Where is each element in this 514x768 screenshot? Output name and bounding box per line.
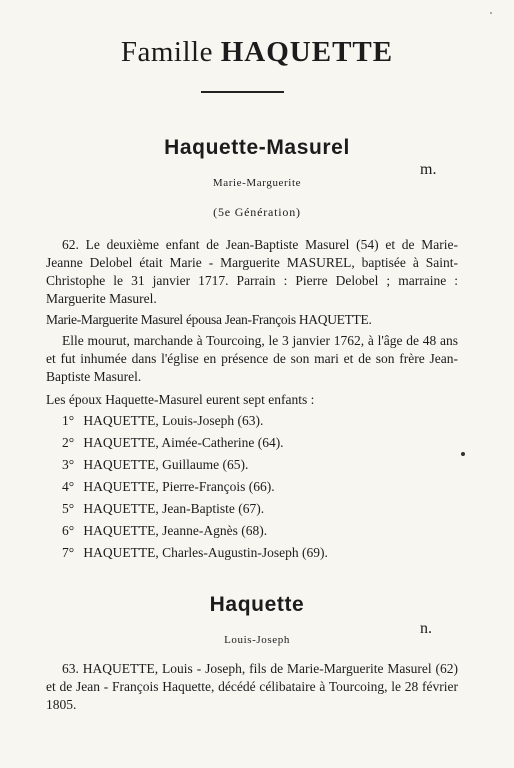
paragraph-62: 62. Le deuxième enfant de Jean-Baptiste Masurel (54) et de Marie-Jeanne Delobel était Marie - Marguerite MASUREL, baptisée à Saint-Christophe le 31 janvier 1717. Parrain : Pierre Delobel ; marraine : Marguerite Masurel. [46,237,458,306]
child-name: HAQUETTE, Guillaume (65). [83,457,249,472]
child-name: HAQUETTE, Jeanne-Agnès (68). [83,523,268,538]
paragraph-death: Elle mourut, marchande à Tourcoing, le 3 janvier 1762, à l'âge de 48 ans et fut inhumée dans l'église en présence de son mari et de son frère Jean-Baptiste Masurel. [46,333,458,384]
child-ordinal: 5° [62,501,75,516]
child-list-item [62,544,328,562]
child-ordinal: 7° [62,545,75,560]
child-ordinal: 4° [62,479,75,494]
margin-mark-n: n. [420,620,432,637]
child-list-item [62,434,284,452]
child-name: HAQUETTE, Pierre-François (66). [83,479,275,494]
paragraph-children-intro: Les époux Haquette-Masurel eurent sept enfants : [46,392,315,407]
title-surname: HAQUETTE [220,36,394,68]
child-list-item [62,500,264,518]
page-title [0,36,514,69]
section-first-name: Louis-Joseph [224,634,290,646]
child-name: HAQUETTE, Charles-Augustin-Joseph (69). [83,545,328,560]
section-heading-haquette: Haquette [209,593,305,616]
child-ordinal: 1° [62,413,75,428]
child-name: HAQUETTE, Aimée-Catherine (64). [83,435,284,450]
child-list-item [62,412,263,430]
child-name: HAQUETTE, Louis-Joseph (63). [83,413,264,428]
child-list-item [62,456,248,474]
child-ordinal: 3° [62,457,75,472]
child-ordinal: 2° [62,435,75,450]
paragraph-63: 63. HAQUETTE, Louis - Joseph, fils de Marie-Marguerite Masurel (62) et de Jean - François Haquette, décédé célibataire à Tourcoing, le 28 février 1805. [46,661,458,712]
section-first-name: Marie-Marguerite [212,177,302,189]
section-heading-haquette-masurel: Haquette-Masurel [164,136,350,159]
child-list-item [62,522,267,540]
ink-speck [461,452,465,456]
paragraph-marriage: Marie-Marguerite Masurel épousa Jean-François HAQUETTE. [46,312,372,327]
margin-mark-m: m. [420,161,437,178]
title-divider [201,91,284,93]
generation-label: (5e Génération) [213,205,301,219]
child-name: HAQUETTE, Jean-Baptiste (67). [83,501,265,516]
child-ordinal: 6° [62,523,75,538]
child-list-item [62,478,275,496]
ink-speck [490,12,492,14]
title-prefix: Famille [120,36,213,68]
